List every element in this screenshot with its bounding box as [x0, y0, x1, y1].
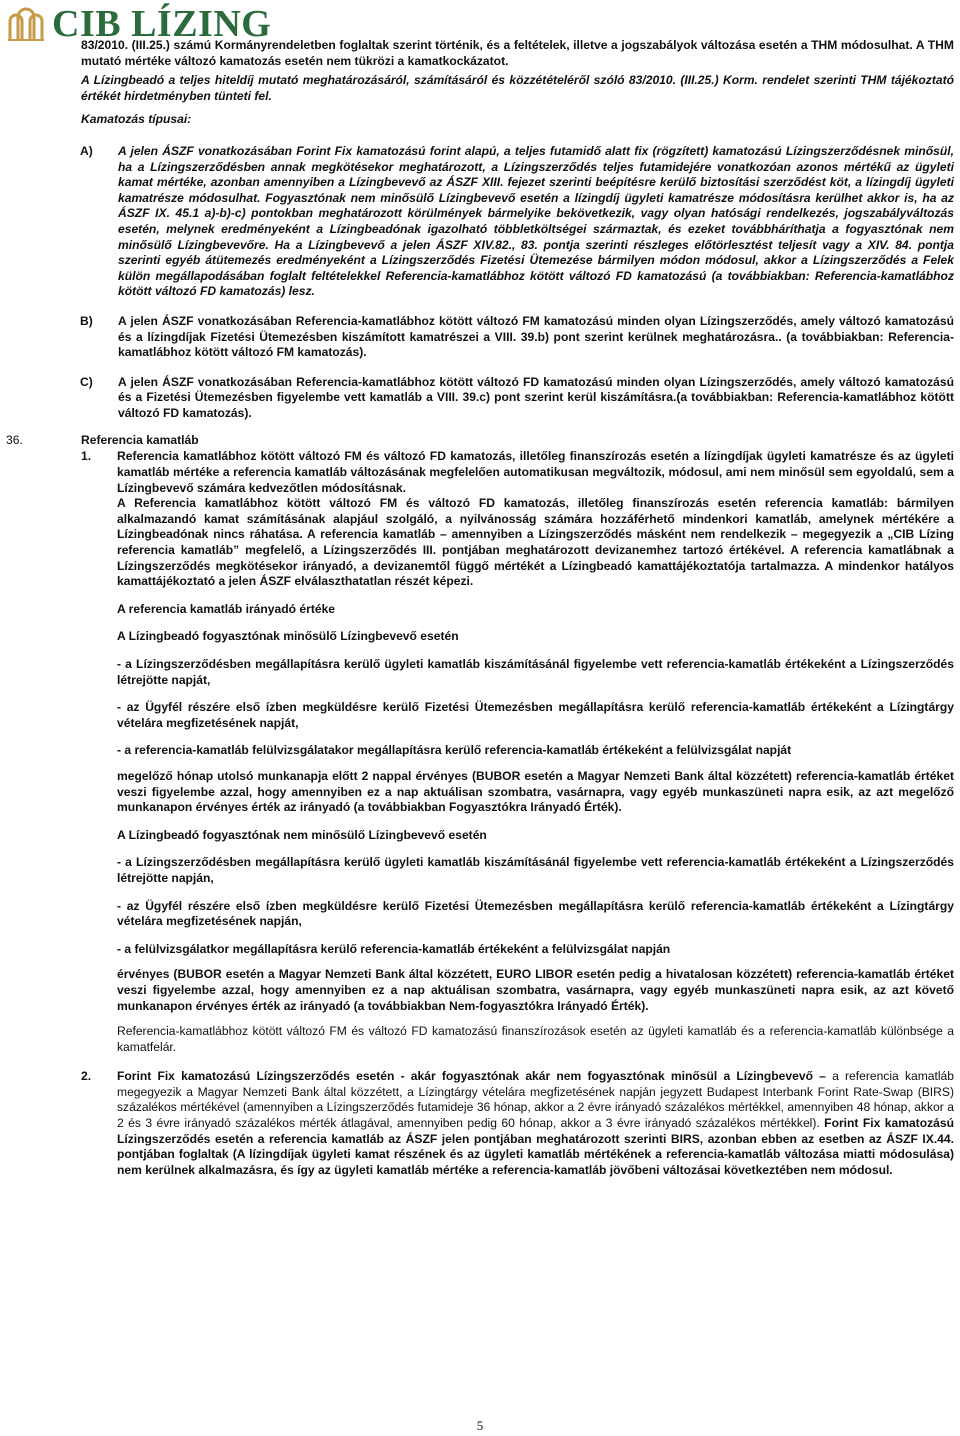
item-2-lead: Forint Fix kamatozású Lízingszerződés esetén - akár fogyasztónak akár nem fogyasztónak minősül a Lízingbevevő – [117, 1069, 826, 1084]
section-heading [0, 433, 960, 449]
interest-type-c [0, 375, 960, 422]
item-2-mid: a referencia kamatláb megegyezik a Magyar Nemzeti Bank által közzétett, a Lízingtárgy vételára megfizetésének napján jegyzett Budapest Interbank Forint Rate-Swap (BIRS) százalékos mértékével (amennyiben a Lízingszerződés futamideje 36 hónap, akkor a 2 évre irányadó százalékos mértékkel, amennyiben 48 hónap, akkor a 2 és 3 évre irányadó százalékos mérték átlagával, amennyiben pedig 60 hónap, akkor a 3 évre irányadó százalékos mértékkel). [117, 1069, 955, 1131]
type-c-text: A jelen ÁSZF vonatkozásában Referencia-kamatlábhoz kötött változó FD kamatozású minden olyan Lízingszerződés, amely változó kamatozású és a Fizetési Ütemezésben figyelembe vett kamatláb a VIII. 39.c) pont szerint kerül kiszámításra.(a továbbiakban: Referencia-kamatlábhoz kötött változó FD kamatozás). [118, 374, 954, 420]
intro-paragraph-2: A Lízingbeadó a teljes hiteldíj mutató meghatározásáról, számításáról és közzétételéről szóló 83/2010. (III.25.) Korm. rendelet szerinti THM tájékoztató értékét hirdetményben tünteti fel. [81, 73, 954, 103]
list-2-item-2: - az Ügyfél részére első ízben megküldésre kerülő Fizetési Ütemezésben megállapításra kerülő referencia-kamatláb értékeként a Lízingtárgy vételára megfizetésének napján, [117, 898, 954, 929]
list-1-item-3: - a referencia-kamatláb felülvizsgálatakor megállapításra kerülő referencia-kamatláb értékeként a felülvizsgálat napját [117, 743, 792, 758]
item-1 [0, 449, 960, 1055]
type-a-text: A jelen ÁSZF vonatkozásában Forint Fix kamatozású forint alapú, a teljes futamidő alatt fix (rögzített) kamatozású Lízingszerződésnek minősül, ha a Lízingszerződésben annak megkötésekor meghatározott, a Lízingszerződés teljes futamidejére vonatkozóan azonos mértékű az ügyleti kamat mértéke, azonban amennyiben a Lízingbevevő az ÁSZF XIII. fejezet szerinti beépítésre kerülő biztosítási szerződést köt, a lízingdíj ügyleti kamatrésze módosulhat. Fogyasztónak nem minősülő Lízingbevevő esetén a lízingdíj ügyleti kamatrésze módosításra kerülhet akkor is, ha az ÁSZF IX. 45.1 a)-b)-c) pontokban meghatározott körülmények bármelyike bekövetkezik, vagy olyan hatósági rendelkezés, jogszabályváltozás esetén, melynek eredményeként a Lízingbeadónak igazolható többletköltségei származtak, és ezeket továbbháríthatja a fogyasztónak nem minősülő Lízingbevevőre. Ha a Lízingbevevő a jelen ÁSZF XIV.82., 83. pontja szerinti részleges előtörlesztést teljesít vagy a XIV. 84. pontja szerinti egyéb átütemezés eredményeként a Lízingszerződés Fizetési Ütemezése bármilyen módon módosul, akkor a Lízingszerződés a Felek külön megállapodásában foglalt feltételekkel Referencia-kamatlábhoz kötött változó FD kamatozású (a továbbiakban: Referencia-kamatlábhoz kötött változó FD kamatozás) lesz. [118, 143, 954, 299]
interest-type-b [0, 314, 960, 361]
item-1-paragraph-1: Referencia kamatlábhoz kötött változó FM és változó FD kamatozás, illetőleg finanszírozás esetén a lízingdíjak ügyleti kamatrésze és az ügyleti kamatláb mértéke a referencia kamatláb változásának megfelelően automatikusan megváltozik, módosul, ami nem minősül sem egyoldalú, sem a Lízingbevevő számára kedvezőtlen módosításnak. [117, 449, 954, 495]
list-1-item-1: - a Lízingszerződésben megállapításra kerülő ügyleti kamatláb kiszámításánál figyelembe vett referencia-kamatláb értékeként a Lízingszerződés létrejötte napját, [117, 657, 954, 687]
item-2-number: 2. [81, 1069, 92, 1084]
item-1-paragraph-2: A Referencia kamatlábhoz kötött változó FM és változó FD kamatozás, illetőleg finanszírozás esetén referencia kamatláb: bármilyen alkalmazandó kamat számításának alapjául szolgáló, a nyilvánosság számára hozzáférhető mindenkori kamatláb, amelynek mértékére a Lízingbeadónak nincs ráhatása. A referencia kamatláb – amennyiben a Lízingszerződés másként nem rendelkezik – megegyezik a „CIB Lízing referencia kamatláb” megfelelő, a Lízingszerződés III. pontjában meghatározott devizanemhez tartozó értékével. A referencia kamatlábnak a Lízingszerződés megkötésekor irányadó, a devizanemtől függő mértékét a Lízingbeadó kamattájékoztatója tartalmazza. A mindenkor hatályos kamattájékoztató a jelen ÁSZF elválaszthatatlan részét képezi. [117, 496, 954, 589]
list-1-item-2: - az Ügyfél részére első ízben megküldésre kerülő Fizetési Ütemezésben megállapításra kerülő referencia-kamatláb értékeként a Lízingtárgy vételára megfizetésének napját, [117, 700, 954, 730]
item-1-number: 1. [81, 449, 92, 464]
type-a-label: A) [80, 143, 93, 158]
logo-text: CIB LÍZING [52, 3, 272, 45]
list-2-item-1: - a Lízingszerződésben megállapításra kerülő ügyleti kamatláb kiszámításánál figyelembe vett referencia-kamatláb értékeként a Lízingszerződés létrejötte napján, [117, 855, 954, 885]
intro-paragraph-1: 83/2010. (III.25.) számú Kormányrendeletben foglaltak szerint történik, és a feltételek, illetve a jogszabályok változása esetén a THM módosulhat. A THM mutató mértéke változó kamatozás esetén nem tükrözi a kamatkockázatot. [81, 38, 954, 68]
type-c-label: C) [80, 374, 93, 389]
item-2 [0, 1069, 960, 1178]
item-1-heading-2: A Lízingbeadó fogyasztónak minősülő Lízingbevevő esetén [117, 629, 459, 644]
section-title: Referencia kamatláb [81, 433, 199, 448]
cib-lizing-logo [6, 3, 272, 45]
logo-mark-icon [6, 7, 46, 41]
item-2-tail: Forint Fix kamatozású Lízingszerződés esetén a referencia kamatláb az ÁSZF jelen pontjában meghatározott szerinti BIRS, azonban ebben az esetben az ÁSZF IX.44. pontjában foglaltak (A lízingdíjak ügyleti kamat részének és az ügyleti kamatláb mértékének a referencia-kamatláb változása miatti módosulása) nem kerülnek alkalmazásra, és így az ügyleti kamatláb mértéke a referencia-kamatláb jövőbeni változásai következtében nem módosul. [117, 1116, 954, 1177]
list-2-item-3: - a felülvizsgálatkor megállapításra kerülő referencia-kamatláb értékeként a felülvizsgálat napján [117, 941, 671, 956]
type-b-text: A jelen ÁSZF vonatkozásában Referencia-kamatlábhoz kötött változó FM kamatozású minden olyan Lízingszerződés, amely változó kamatozású és a lízingdíjak Fizetési Ütemezésben kiszámított kamatrészei a VIII. 39.b) pont szerint kerülnek meghatározásra.. (a továbbiakban: Referencia-kamatlábhoz kötött változó FM kamatozás). [118, 313, 954, 360]
interest-types-heading: Kamatozás típusai: [81, 112, 192, 127]
item-1-paragraph-3: megelőző hónap utolsó munkanapja előtt 2 nappal érvényes (BUBOR esetén a Magyar Nemzeti Bank által közzétett) referencia-kamatláb értéket veszi figyelembe azzal, hogy amennyiben ez a nap aktuálisan szombatra, vasárnapra, vagy egyéb munkaszüneti napra esik, az azt megelőző munkanapon érvényes érték az irányadó (a továbbiakban Fogyasztókra Irányadó Érték). [117, 768, 954, 815]
document-body [0, 38, 960, 1178]
item-2-paragraph [117, 1069, 954, 1178]
item-1-paragraph-4: érvényes (BUBOR esetén a Magyar Nemzeti Bank által közzétett, EURO LIBOR esetén pedig a hivatalosan közzétett) referencia-kamatláb értéket veszi figyelembe azzal, hogy amennyiben ez a nap aktuálisan szombatra, vasárnapra, vagy egyéb munkaszüneti napra esik, az azt követő munkanapon érvényes érték az irányadó (a továbbiakban Nem-fogyasztókra Irányadó Érték). [117, 967, 954, 1013]
item-1-paragraph-5: Referencia-kamatlábhoz kötött változó FM és változó FD kamatozású finanszírozások esetén az ügyleti kamatláb és a referencia-kamatláb különbsége a kamatfelár. [117, 1024, 954, 1054]
item-1-heading-3: A Lízingbeadó fogyasztónak nem minősülő Lízingbevevő esetén [117, 827, 487, 842]
page-number: 5 [476, 1418, 484, 1433]
type-b-label: B) [80, 313, 93, 328]
item-1-heading-1: A referencia kamatláb irányadó értéke [117, 601, 336, 616]
interest-type-a [0, 144, 960, 300]
section-number: 36. [6, 433, 23, 448]
